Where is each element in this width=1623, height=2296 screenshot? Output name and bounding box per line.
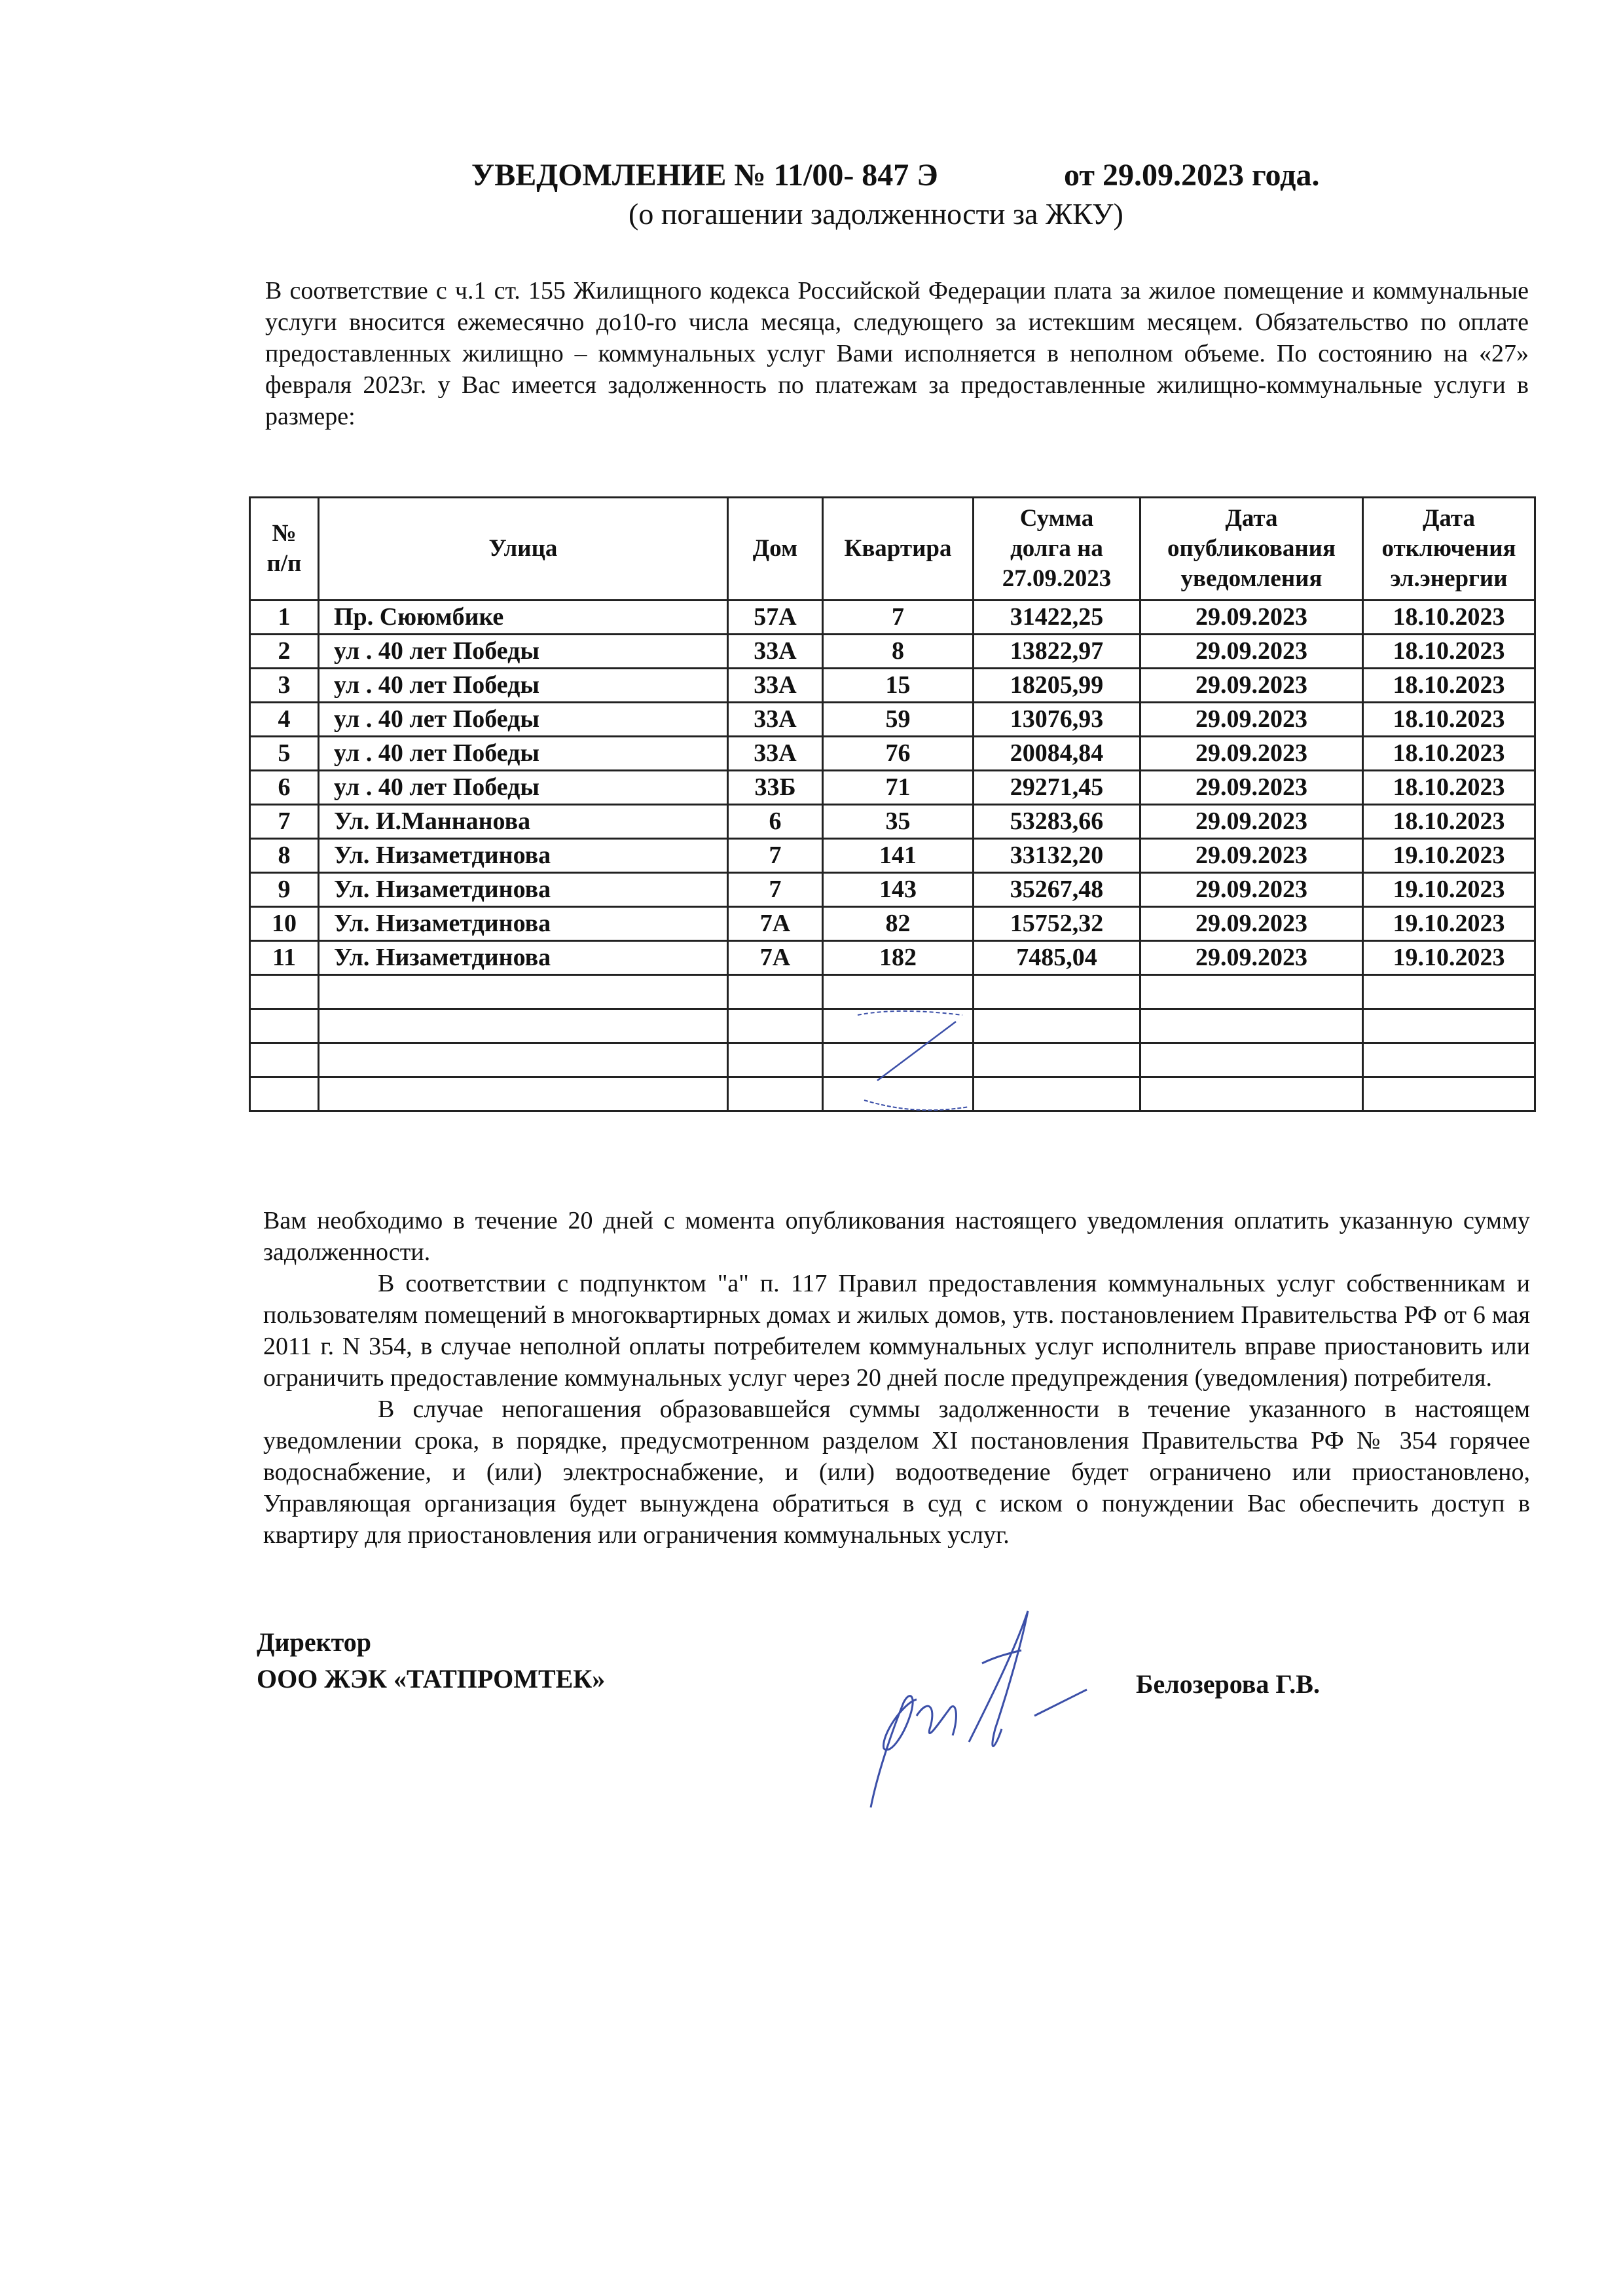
table-row (250, 737, 1535, 771)
cell-num: 1 (250, 601, 319, 635)
cell-debt: 7485,04 (974, 941, 1140, 975)
z-strike-mark (851, 1002, 982, 1133)
cell-published: 29.09.2023 (1140, 941, 1363, 975)
cell-cutoff: 18.10.2023 (1363, 737, 1535, 771)
cell-house: 7А (728, 941, 823, 975)
cell-num: 5 (250, 737, 319, 771)
handwritten-signature (818, 1585, 1093, 1821)
cell-apartment: 8 (823, 635, 974, 669)
header-apartment: Квартира (823, 498, 974, 601)
cell-debt: 13076,93 (974, 703, 1140, 737)
paragraph-1: Вам необходимо в течение 20 дней с момента опубликования настоящего уведомления оплатить указанную сумму задолженности. (263, 1207, 1530, 1266)
payment-instruction (263, 1205, 1530, 1551)
table-row (250, 635, 1535, 669)
cell-cutoff: 19.10.2023 (1363, 941, 1535, 975)
table-row (250, 601, 1535, 635)
cell-published: 29.09.2023 (1140, 601, 1363, 635)
cell-debt: 18205,99 (974, 669, 1140, 703)
cell-num: 3 (250, 669, 319, 703)
cell-street: Ул. Низаметдинова (319, 941, 728, 975)
cell-debt: 15752,32 (974, 907, 1140, 941)
cell-street: ул . 40 лет Победы (319, 669, 728, 703)
cell-cutoff: 18.10.2023 (1363, 669, 1535, 703)
cell-debt: 53283,66 (974, 805, 1140, 839)
table-row (250, 703, 1535, 737)
cell-street: Ул. Низаметдинова (319, 907, 728, 941)
header-published: Дата опубликования уведомления (1140, 498, 1363, 601)
cell-num: 2 (250, 635, 319, 669)
cell-debt: 31422,25 (974, 601, 1140, 635)
cell-published: 29.09.2023 (1140, 805, 1363, 839)
cell-apartment: 143 (823, 873, 974, 907)
cell-house: 57А (728, 601, 823, 635)
cell-debt: 33132,20 (974, 839, 1140, 873)
cell-num: 4 (250, 703, 319, 737)
cell-street: ул . 40 лет Победы (319, 771, 728, 805)
cell-apartment: 7 (823, 601, 974, 635)
cell-num: 8 (250, 839, 319, 873)
cell-street: ул . 40 лет Победы (319, 737, 728, 771)
header-street: Улица (319, 498, 728, 601)
cell-street: Ул. И.Маннанова (319, 805, 728, 839)
cell-debt: 29271,45 (974, 771, 1140, 805)
cell-street: ул . 40 лет Победы (319, 703, 728, 737)
header-num: № п/п (250, 498, 319, 601)
cell-house: 33А (728, 737, 823, 771)
intro-paragraph: В соответствие с ч.1 ст. 155 Жилищного кодекса Российской Федерации плата за жилое помещение и коммунальные услуги вносится ежемесячно до10-го числа месяца, следующего за истекшим месяцем. Обязательство по оплате предоставленных жилищно – коммунальных услуг Вами исполняется в неполном объеме. По состоянию на «27» февраля 2023г. у Вас имеется задолженность по платежам за предоставленные жилищно-коммунальные услуги в размере: (265, 277, 1529, 430)
cell-house: 7 (728, 873, 823, 907)
cell-debt: 35267,48 (974, 873, 1140, 907)
cell-cutoff: 18.10.2023 (1363, 805, 1535, 839)
table-row (250, 669, 1535, 703)
cell-house: 33А (728, 669, 823, 703)
cell-house: 33Б (728, 771, 823, 805)
cell-house: 33А (728, 635, 823, 669)
cell-apartment: 76 (823, 737, 974, 771)
table-header-row (250, 498, 1535, 601)
cell-published: 29.09.2023 (1140, 737, 1363, 771)
cell-cutoff: 18.10.2023 (1363, 771, 1535, 805)
cell-num: 6 (250, 771, 319, 805)
notice-number: УВЕДОМЛЕНИЕ № 11/00- 847 Э (471, 158, 938, 193)
cell-street: Ул. Низаметдинова (319, 839, 728, 873)
cell-street: Пр. Сююмбике (319, 601, 728, 635)
paragraph-3: В случае непогашения образовавшейся суммы задолженности в течение указанного в настоящем уведомлении срока, в порядке, предусмотренном разделом XI постановления Правительства РФ № 354 горячее водоснабжение, и (или) электроснабжение, и (или) водоотведение будет ограничено или приостановлено, Управляющая организация будет вынуждена обратиться в суд с иском о понуждении Вас обеспечить доступ в квартиру для приостановления или ограничения коммунальных услуг. (263, 1396, 1530, 1549)
cell-apartment: 141 (823, 839, 974, 873)
cell-apartment: 71 (823, 771, 974, 805)
cell-house: 7А (728, 907, 823, 941)
cell-apartment: 82 (823, 907, 974, 941)
cell-cutoff: 19.10.2023 (1363, 839, 1535, 873)
table-row (250, 839, 1535, 873)
signer-position: Директор (257, 1627, 371, 1657)
cell-cutoff: 18.10.2023 (1363, 635, 1535, 669)
cell-apartment: 15 (823, 669, 974, 703)
table-row (250, 907, 1535, 941)
cell-published: 29.09.2023 (1140, 907, 1363, 941)
signer-name: Белозерова Г.В. (1136, 1669, 1320, 1699)
document-subtitle: (о погашении задолженности за ЖКУ) (629, 197, 1123, 231)
header-house: Дом (728, 498, 823, 601)
cell-cutoff: 19.10.2023 (1363, 907, 1535, 941)
cell-apartment: 59 (823, 703, 974, 737)
cell-street: Ул. Низаметдинова (319, 873, 728, 907)
paragraph-2: В соответствии с подпунктом "а" п. 117 Правил предоставления коммунальных услуг собственникам и пользователям помещений в многоквартирных домах и жилых домов, утв. постановлением Правительства РФ от 6 мая 2011 г. N 354, в случае неполной оплаты потребителем коммунальных услуг исполнитель вправе приостановить или ограничить предоставление коммунальных услуг через 20 дней после предупреждения (уведомления) потребителя. (263, 1270, 1530, 1392)
header-cutoff: Дата отключения эл.энергии (1363, 498, 1535, 601)
cell-house: 7 (728, 839, 823, 873)
table-row (250, 873, 1535, 907)
cell-cutoff: 18.10.2023 (1363, 703, 1535, 737)
cell-num: 11 (250, 941, 319, 975)
table-row (250, 771, 1535, 805)
cell-debt: 20084,84 (974, 737, 1140, 771)
notice-date: от 29.09.2023 года. (1064, 158, 1320, 193)
cell-debt: 13822,97 (974, 635, 1140, 669)
cell-street: ул . 40 лет Победы (319, 635, 728, 669)
cell-num: 7 (250, 805, 319, 839)
cell-published: 29.09.2023 (1140, 771, 1363, 805)
table-row (250, 941, 1535, 975)
cell-apartment: 35 (823, 805, 974, 839)
cell-cutoff: 18.10.2023 (1363, 601, 1535, 635)
cell-published: 29.09.2023 (1140, 839, 1363, 873)
cell-num: 10 (250, 907, 319, 941)
cell-published: 29.09.2023 (1140, 703, 1363, 737)
signer-company: ООО ЖЭК «ТАТПРОМТЕК» (257, 1664, 606, 1694)
cell-house: 33А (728, 703, 823, 737)
cell-cutoff: 19.10.2023 (1363, 873, 1535, 907)
signer-block (257, 1624, 605, 1697)
cell-num: 9 (250, 873, 319, 907)
cell-apartment: 182 (823, 941, 974, 975)
cell-published: 29.09.2023 (1140, 669, 1363, 703)
header-debt: Сумма долга на 27.09.2023 (974, 498, 1140, 601)
table-row (250, 805, 1535, 839)
cell-published: 29.09.2023 (1140, 873, 1363, 907)
cell-house: 6 (728, 805, 823, 839)
cell-published: 29.09.2023 (1140, 635, 1363, 669)
